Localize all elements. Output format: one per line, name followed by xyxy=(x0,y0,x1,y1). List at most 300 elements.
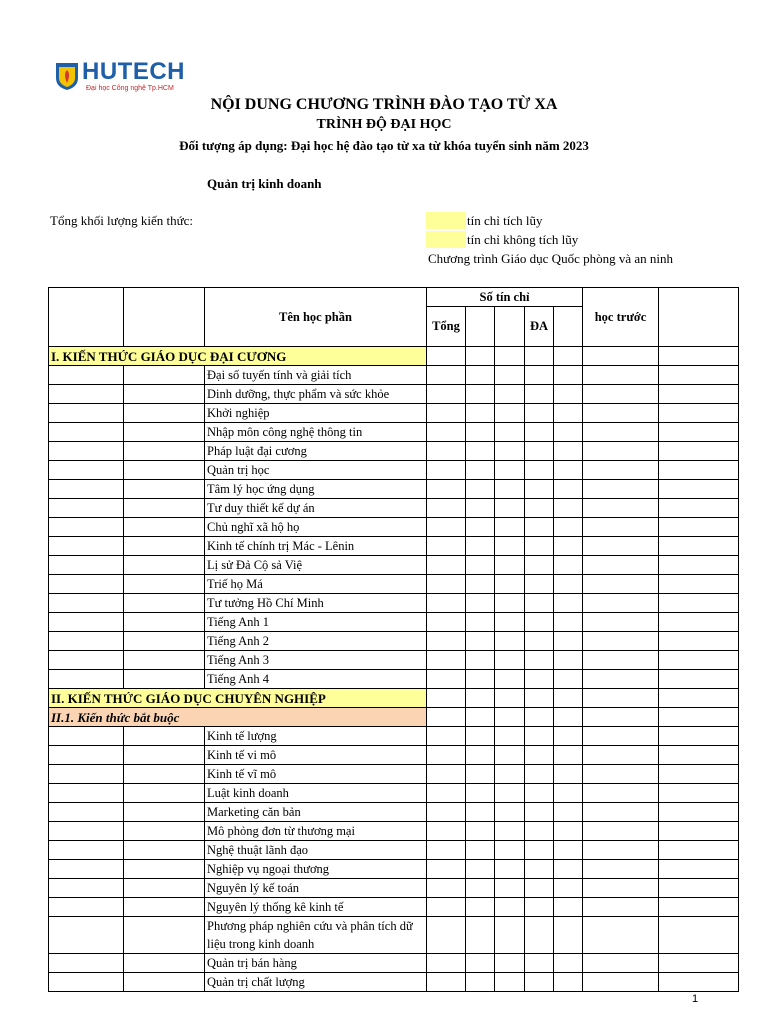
empty-cell xyxy=(49,784,124,803)
empty-cell xyxy=(554,822,583,841)
course-row xyxy=(49,575,739,594)
empty-cell xyxy=(427,746,466,765)
section-professional-education xyxy=(49,689,739,708)
empty-cell xyxy=(659,765,739,784)
empty-cell xyxy=(525,461,554,480)
empty-cell xyxy=(466,613,495,632)
empty-cell xyxy=(525,708,554,727)
course-row xyxy=(49,803,739,822)
empty-cell xyxy=(659,973,739,992)
course-name: Phương pháp nghiên cứu và phân tích dữ liệu trong kinh doanh xyxy=(205,917,427,954)
empty-cell xyxy=(466,860,495,879)
empty-cell xyxy=(495,898,525,917)
empty-cell xyxy=(554,689,583,708)
empty-cell xyxy=(49,632,124,651)
course-row xyxy=(49,518,739,537)
empty-cell xyxy=(466,518,495,537)
empty-cell xyxy=(495,366,525,385)
empty-cell xyxy=(554,651,583,670)
empty-cell xyxy=(554,575,583,594)
empty-cell xyxy=(525,423,554,442)
accumulated-credits-label: tín chỉ tích lũy xyxy=(467,213,543,228)
empty-cell xyxy=(49,765,124,784)
empty-cell xyxy=(495,765,525,784)
empty-cell xyxy=(554,556,583,575)
course-name: Chủ nghĩ xã hộ họ xyxy=(205,518,427,537)
empty-cell xyxy=(659,461,739,480)
empty-cell xyxy=(427,347,466,366)
empty-cell xyxy=(495,537,525,556)
empty-cell xyxy=(49,803,124,822)
empty-cell xyxy=(466,385,495,404)
course-name: Tâm lý học ứng dụng xyxy=(205,480,427,499)
empty-cell xyxy=(49,575,124,594)
course-row xyxy=(49,461,739,480)
course-row xyxy=(49,784,739,803)
empty-cell xyxy=(427,879,466,898)
empty-cell xyxy=(124,404,205,423)
empty-cell xyxy=(554,518,583,537)
course-row xyxy=(49,537,739,556)
document-subtitle: TRÌNH ĐỘ ĐẠI HỌC xyxy=(316,117,452,132)
empty-cell xyxy=(495,423,525,442)
course-name: Dinh dưỡng, thực phẩm và sức khỏe xyxy=(205,385,427,404)
empty-cell xyxy=(495,575,525,594)
empty-cell xyxy=(49,746,124,765)
empty-cell xyxy=(124,860,205,879)
empty-cell xyxy=(583,822,659,841)
empty-cell xyxy=(659,594,739,613)
empty-cell xyxy=(554,537,583,556)
empty-cell xyxy=(427,822,466,841)
empty-cell xyxy=(659,708,739,727)
empty-cell xyxy=(583,632,659,651)
empty-cell xyxy=(124,461,205,480)
empty-cell xyxy=(583,442,659,461)
empty-cell xyxy=(466,727,495,746)
empty-cell xyxy=(554,727,583,746)
empty-cell xyxy=(659,575,739,594)
non-accumulated-credits-value xyxy=(426,231,466,248)
empty-cell xyxy=(659,499,739,518)
empty-cell xyxy=(583,708,659,727)
empty-cell xyxy=(554,461,583,480)
course-name: Tư tưởng Hồ Chí Minh xyxy=(205,594,427,613)
empty-cell xyxy=(583,746,659,765)
course-name: Tiếng Anh 4 xyxy=(205,670,427,689)
empty-cell xyxy=(427,461,466,480)
empty-cell xyxy=(49,822,124,841)
empty-cell xyxy=(583,347,659,366)
empty-cell xyxy=(49,651,124,670)
empty-cell xyxy=(124,366,205,385)
empty-cell xyxy=(49,442,124,461)
empty-cell xyxy=(124,822,205,841)
empty-cell xyxy=(554,442,583,461)
course-name: Kinh tế lượng xyxy=(205,727,427,746)
empty-cell xyxy=(466,784,495,803)
empty-cell xyxy=(659,689,739,708)
empty-cell xyxy=(427,613,466,632)
logo-brand: HUTECH xyxy=(82,58,185,85)
course-name: Kinh tế vi mô xyxy=(205,746,427,765)
empty-cell xyxy=(583,689,659,708)
header-practice-cell xyxy=(495,307,525,347)
empty-cell xyxy=(49,518,124,537)
empty-cell xyxy=(466,366,495,385)
course-row xyxy=(49,480,739,499)
empty-cell xyxy=(659,784,739,803)
course-row xyxy=(49,670,739,689)
empty-cell xyxy=(583,898,659,917)
empty-cell xyxy=(659,803,739,822)
empty-cell xyxy=(583,784,659,803)
hutech-logo xyxy=(55,58,185,98)
empty-cell xyxy=(583,803,659,822)
empty-cell xyxy=(583,860,659,879)
course-name: Tiếng Anh 1 xyxy=(205,613,427,632)
empty-cell xyxy=(427,423,466,442)
logo-tagline: Đại học Công nghệ Tp.HCM xyxy=(86,85,174,92)
course-row xyxy=(49,973,739,992)
empty-cell xyxy=(427,708,466,727)
header-credits: Số tín chỉ xyxy=(427,288,583,307)
empty-cell xyxy=(466,594,495,613)
empty-cell xyxy=(466,442,495,461)
non-accumulated-credits-label: tín chỉ không tích lũy xyxy=(467,232,579,247)
empty-cell xyxy=(466,917,495,954)
empty-cell xyxy=(427,442,466,461)
table-header-row-1 xyxy=(49,288,739,307)
empty-cell xyxy=(466,822,495,841)
empty-cell xyxy=(495,594,525,613)
empty-cell xyxy=(554,860,583,879)
empty-cell xyxy=(427,784,466,803)
empty-cell xyxy=(466,803,495,822)
empty-cell xyxy=(466,632,495,651)
empty-cell xyxy=(659,404,739,423)
empty-cell xyxy=(583,594,659,613)
empty-cell xyxy=(583,575,659,594)
empty-cell xyxy=(427,518,466,537)
empty-cell xyxy=(525,917,554,954)
empty-cell xyxy=(49,973,124,992)
empty-cell xyxy=(554,423,583,442)
empty-cell xyxy=(583,879,659,898)
empty-cell xyxy=(583,670,659,689)
empty-cell xyxy=(124,632,205,651)
empty-cell xyxy=(659,347,739,366)
empty-cell xyxy=(466,347,495,366)
empty-cell xyxy=(525,632,554,651)
empty-cell xyxy=(124,537,205,556)
empty-cell xyxy=(554,784,583,803)
empty-cell xyxy=(525,556,554,575)
empty-cell xyxy=(49,898,124,917)
empty-cell xyxy=(554,385,583,404)
empty-cell xyxy=(466,765,495,784)
empty-cell xyxy=(659,822,739,841)
course-row xyxy=(49,822,739,841)
course-name: Mô phỏng đơn từ thương mại xyxy=(205,822,427,841)
section-professional-education-label: II. KIẾN THỨC GIÁO DỤC CHUYÊN NGHIỆP xyxy=(49,689,427,708)
target-audience: Đối tượng áp dụng: Đại học hệ đào tạo từ xa từ khóa tuyển sinh năm 2023 xyxy=(179,138,589,153)
empty-cell xyxy=(466,423,495,442)
empty-cell xyxy=(495,632,525,651)
empty-cell xyxy=(495,670,525,689)
empty-cell xyxy=(124,423,205,442)
empty-cell xyxy=(525,537,554,556)
empty-cell xyxy=(495,860,525,879)
empty-cell xyxy=(583,765,659,784)
header-prerequisite: học trước xyxy=(583,288,659,347)
course-row xyxy=(49,898,739,917)
header-extra-cell xyxy=(554,307,583,347)
empty-cell xyxy=(466,898,495,917)
course-row xyxy=(49,632,739,651)
empty-cell xyxy=(495,879,525,898)
empty-cell xyxy=(495,518,525,537)
empty-cell xyxy=(124,841,205,860)
empty-cell xyxy=(124,917,205,954)
empty-cell xyxy=(554,803,583,822)
empty-cell xyxy=(495,708,525,727)
course-name: Khởi nghiệp xyxy=(205,404,427,423)
empty-cell xyxy=(427,670,466,689)
course-row xyxy=(49,385,739,404)
empty-cell xyxy=(427,575,466,594)
course-name: Nhập môn công nghệ thông tin xyxy=(205,423,427,442)
empty-cell xyxy=(659,366,739,385)
empty-cell xyxy=(466,689,495,708)
empty-cell xyxy=(124,784,205,803)
course-name: Đại số tuyến tính và giải tích xyxy=(205,366,427,385)
empty-cell xyxy=(124,727,205,746)
page-number: 1 xyxy=(692,993,699,1005)
empty-cell xyxy=(659,879,739,898)
empty-cell xyxy=(659,727,739,746)
accumulated-credits-value xyxy=(426,212,466,229)
empty-cell xyxy=(659,556,739,575)
empty-cell xyxy=(525,651,554,670)
empty-cell xyxy=(427,727,466,746)
empty-cell xyxy=(466,841,495,860)
empty-cell xyxy=(427,632,466,651)
empty-cell xyxy=(554,898,583,917)
empty-cell xyxy=(659,746,739,765)
course-name: Luật kinh doanh xyxy=(205,784,427,803)
empty-cell xyxy=(495,556,525,575)
empty-cell xyxy=(554,613,583,632)
empty-cell xyxy=(495,347,525,366)
header-project: ĐA xyxy=(525,307,554,347)
empty-cell xyxy=(583,727,659,746)
empty-cell xyxy=(525,973,554,992)
empty-cell xyxy=(495,480,525,499)
empty-cell xyxy=(554,765,583,784)
empty-cell xyxy=(554,347,583,366)
course-name: Tư duy thiết kế dự án xyxy=(205,499,427,518)
empty-cell xyxy=(427,860,466,879)
empty-cell xyxy=(583,954,659,973)
empty-cell xyxy=(525,822,554,841)
empty-cell xyxy=(525,670,554,689)
empty-cell xyxy=(525,594,554,613)
empty-cell xyxy=(525,727,554,746)
empty-cell xyxy=(554,499,583,518)
empty-cell xyxy=(49,613,124,632)
course-row xyxy=(49,841,739,860)
empty-cell xyxy=(583,499,659,518)
header-type-cell xyxy=(124,288,205,347)
empty-cell xyxy=(49,727,124,746)
empty-cell xyxy=(583,556,659,575)
empty-cell xyxy=(525,347,554,366)
empty-cell xyxy=(495,461,525,480)
course-row xyxy=(49,651,739,670)
empty-cell xyxy=(466,461,495,480)
course-name: Nghệ thuật lãnh đạo xyxy=(205,841,427,860)
course-name: Nguyên lý kế toán xyxy=(205,879,427,898)
empty-cell xyxy=(466,670,495,689)
empty-cell xyxy=(49,385,124,404)
course-row xyxy=(49,594,739,613)
empty-cell xyxy=(659,385,739,404)
empty-cell xyxy=(659,423,739,442)
empty-cell xyxy=(525,442,554,461)
empty-cell xyxy=(554,594,583,613)
empty-cell xyxy=(583,480,659,499)
course-row xyxy=(49,613,739,632)
empty-cell xyxy=(554,404,583,423)
empty-cell xyxy=(124,898,205,917)
empty-cell xyxy=(124,480,205,499)
empty-cell xyxy=(554,879,583,898)
empty-cell xyxy=(49,841,124,860)
course-name: Triế họ Má xyxy=(205,575,427,594)
empty-cell xyxy=(583,613,659,632)
empty-cell xyxy=(49,917,124,954)
empty-cell xyxy=(466,879,495,898)
empty-cell xyxy=(124,499,205,518)
empty-cell xyxy=(466,746,495,765)
empty-cell xyxy=(466,973,495,992)
course-name: Lị sử Đả Cộ sả Việ xyxy=(205,556,427,575)
empty-cell xyxy=(495,404,525,423)
course-row xyxy=(49,556,739,575)
empty-cell xyxy=(49,670,124,689)
empty-cell xyxy=(49,366,124,385)
empty-cell xyxy=(659,954,739,973)
course-row xyxy=(49,404,739,423)
course-row xyxy=(49,746,739,765)
empty-cell xyxy=(427,537,466,556)
empty-cell xyxy=(49,404,124,423)
empty-cell xyxy=(659,898,739,917)
course-name: Quản trị chất lượng xyxy=(205,973,427,992)
course-row xyxy=(49,366,739,385)
empty-cell xyxy=(49,461,124,480)
header-total: Tổng xyxy=(427,307,466,347)
empty-cell xyxy=(525,575,554,594)
course-name: Nguyên lý thống kê kinh tế xyxy=(205,898,427,917)
empty-cell xyxy=(124,973,205,992)
empty-cell xyxy=(124,575,205,594)
course-row xyxy=(49,727,739,746)
empty-cell xyxy=(495,973,525,992)
empty-cell xyxy=(427,404,466,423)
empty-cell xyxy=(659,613,739,632)
empty-cell xyxy=(525,366,554,385)
empty-cell xyxy=(495,651,525,670)
empty-cell xyxy=(49,556,124,575)
empty-cell xyxy=(495,689,525,708)
empty-cell xyxy=(525,879,554,898)
empty-cell xyxy=(49,499,124,518)
empty-cell xyxy=(554,366,583,385)
course-name: Tiếng Anh 3 xyxy=(205,651,427,670)
empty-cell xyxy=(659,442,739,461)
empty-cell xyxy=(495,385,525,404)
empty-cell xyxy=(525,803,554,822)
course-row xyxy=(49,954,739,973)
empty-cell xyxy=(124,556,205,575)
empty-cell xyxy=(466,499,495,518)
empty-cell xyxy=(659,480,739,499)
empty-cell xyxy=(659,632,739,651)
empty-cell xyxy=(583,973,659,992)
empty-cell xyxy=(466,575,495,594)
empty-cell xyxy=(495,784,525,803)
course-row xyxy=(49,860,739,879)
empty-cell xyxy=(525,613,554,632)
subsection-required-knowledge xyxy=(49,708,739,727)
empty-cell xyxy=(427,385,466,404)
empty-cell xyxy=(495,803,525,822)
empty-cell xyxy=(525,518,554,537)
empty-cell xyxy=(583,537,659,556)
empty-cell xyxy=(525,689,554,708)
empty-cell xyxy=(124,518,205,537)
empty-cell xyxy=(554,708,583,727)
empty-cell xyxy=(554,973,583,992)
course-name: Kinh tế vĩ mô xyxy=(205,765,427,784)
empty-cell xyxy=(659,670,739,689)
empty-cell xyxy=(427,841,466,860)
header-course-name: Tên học phần xyxy=(205,288,427,347)
empty-cell xyxy=(495,727,525,746)
empty-cell xyxy=(525,841,554,860)
hutech-shield-icon xyxy=(55,61,79,91)
header-notes-cell xyxy=(659,288,739,347)
empty-cell xyxy=(659,651,739,670)
course-name: Marketing căn bản xyxy=(205,803,427,822)
empty-cell xyxy=(495,746,525,765)
course-row xyxy=(49,423,739,442)
empty-cell xyxy=(583,518,659,537)
empty-cell xyxy=(583,461,659,480)
empty-cell xyxy=(427,803,466,822)
course-row xyxy=(49,879,739,898)
empty-cell xyxy=(427,556,466,575)
empty-cell xyxy=(525,898,554,917)
empty-cell xyxy=(427,954,466,973)
header-theory-cell xyxy=(466,307,495,347)
document-title: NỘI DUNG CHƯƠNG TRÌNH ĐÀO TẠO TỪ XA xyxy=(210,96,558,113)
empty-cell xyxy=(525,499,554,518)
empty-cell xyxy=(427,898,466,917)
course-name: Pháp luật đại cương xyxy=(205,442,427,461)
